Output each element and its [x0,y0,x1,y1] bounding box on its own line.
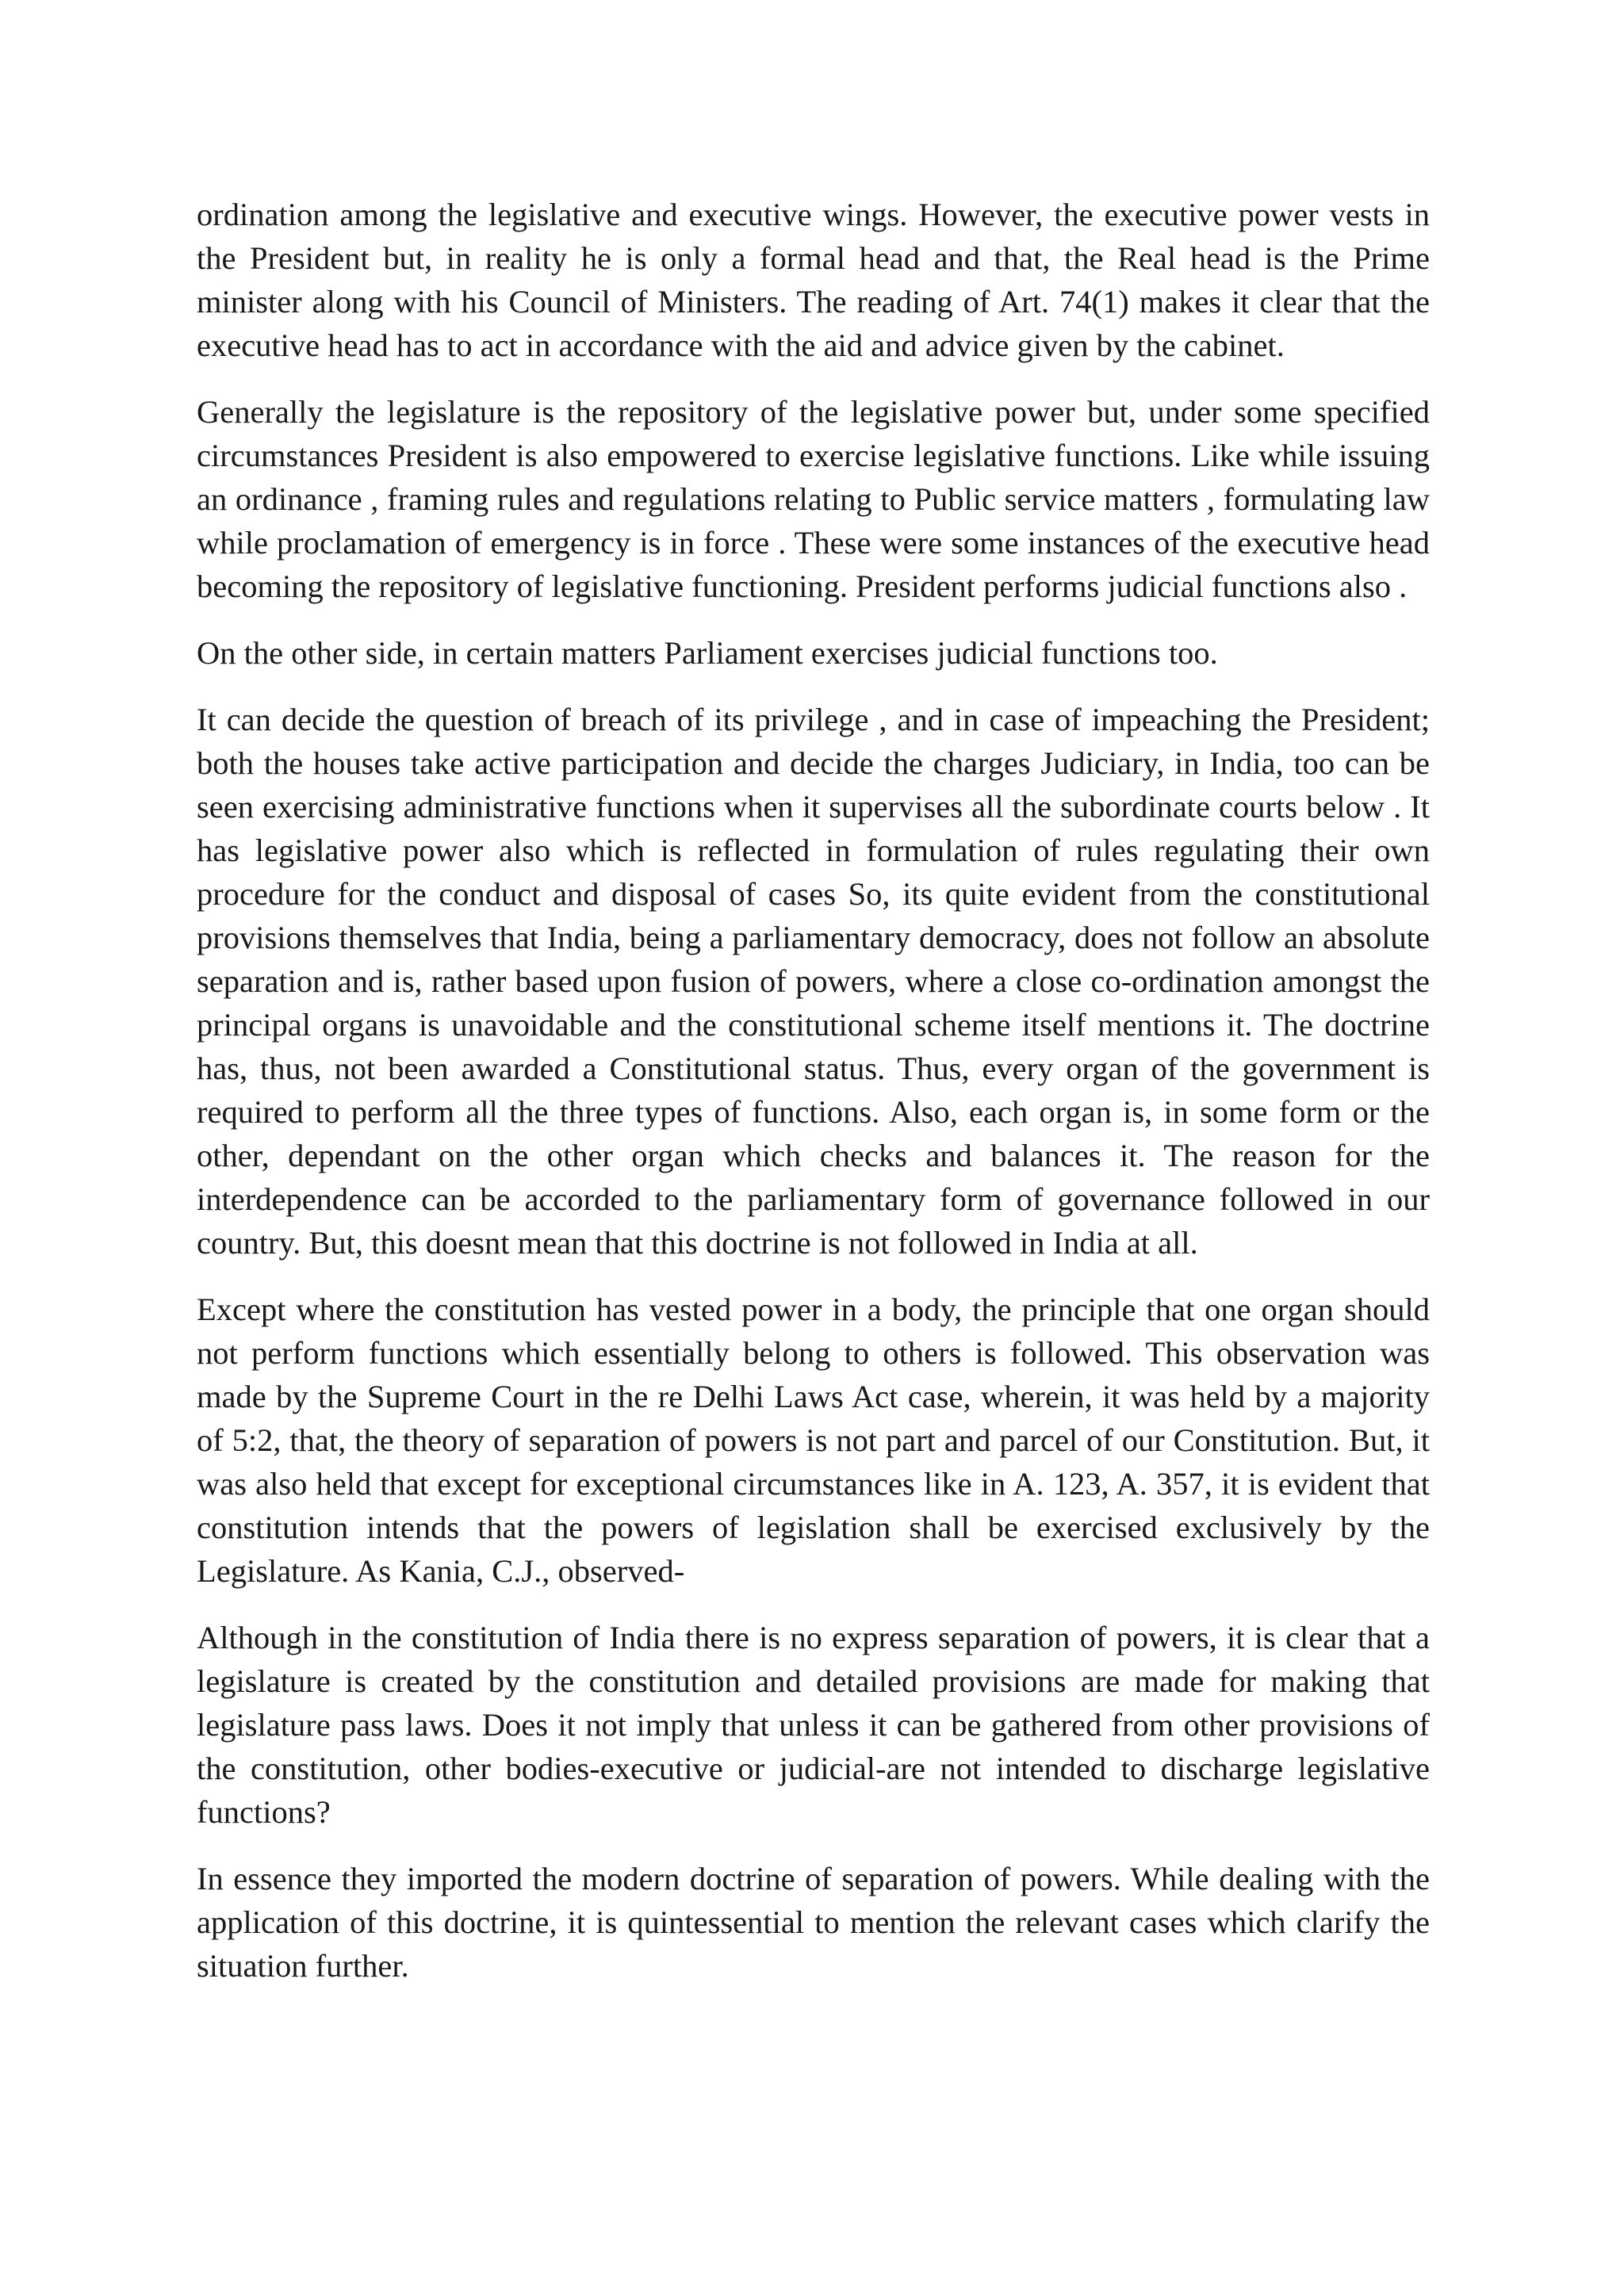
paragraph-parliament-judicial: On the other side, in certain matters Parliament exercises judicial functions too. [197,635,1218,671]
document-body [197,193,1430,2011]
paragraph-delhi-laws-act: Except where the constitution has vested power in a body, the principle that one organ should not perform functions which essentially belong to others is followed. This observation was made by the Supreme Court in the re Delhi Laws Act case, wherein, it was held by a majority of 5:2, that, the theory of separation of powers is not part and parcel of our Constitution. But, it was also held that except for exceptional circumstances like in A. 123, A. 357, it is evident that constitution intends that the powers of legislation shall be exercised exclusively by the Legislature. As Kania, C.J., observed- [197,1292,1430,1589]
paragraph-modern-doctrine: In essence they imported the modern doctrine of separation of powers. While dealing with the application of this doctrine, it is quintessential to mention the relevant cases which clarify the situation further. [197,1861,1430,1984]
paragraph-kania-quote: Although in the constitution of India there is no express separation of powers, it is clear that a legislature is created by the constitution and detailed provisions are made for making that legislature pass laws. Does it not imply that unless it can be gathered from other provisions of the constitution, other bodies-executive or judicial-are not intended to discharge legislative functions? [197,1620,1430,1830]
paragraph-fusion-of-powers: It can decide the question of breach of its privilege , and in case of impeaching the President; both the houses take active participation and decide the charges Judiciary, in India, too can be seen exercising administrative functions when it supervises all the subordinate courts below . It has legislative power also which is reflected in formulation of rules regulating their own procedure for the conduct and disposal of cases So, its quite evident from the constitutional provisions themselves that India, being a parliamentary democracy, does not follow an absolute separation and is, rather based upon fusion of powers, where a close co-ordination amongst the principal organs is unavoidable and the constitutional scheme itself mentions it. The doctrine has, thus, not been awarded a Constitutional status. Thus, every organ of the government is required to perform all the three types of functions. Also, each organ is, in some form or the other, dependant on the other organ which checks and balances it. The reason for the interdependence can be accorded to the parliamentary form of governance followed in our country. But, this doesnt mean that this doctrine is not followed in India at all. [197,702,1430,1261]
paragraph-executive-power: ordination among the legislative and executive wings. However, the executive power vests in the President but, in reality he is only a formal head and that, the Real head is the Prime minister along with his Council of Ministers. The reading of Art. 74(1) makes it clear that the executive head has to act in accordance with the aid and advice given by the cabinet. [197,197,1430,363]
paragraph-legislative-power: Generally the legislature is the repository of the legislative power but, under some specified circumstances President is also empowered to exercise legislative functions. Like while issuing an ordinance , framing rules and regulations relating to Public service matters , formulating law while proclamation of emergency is in force . These were some instances of the executive head becoming the repository of legislative functioning. President performs judicial functions also . [197,394,1430,604]
